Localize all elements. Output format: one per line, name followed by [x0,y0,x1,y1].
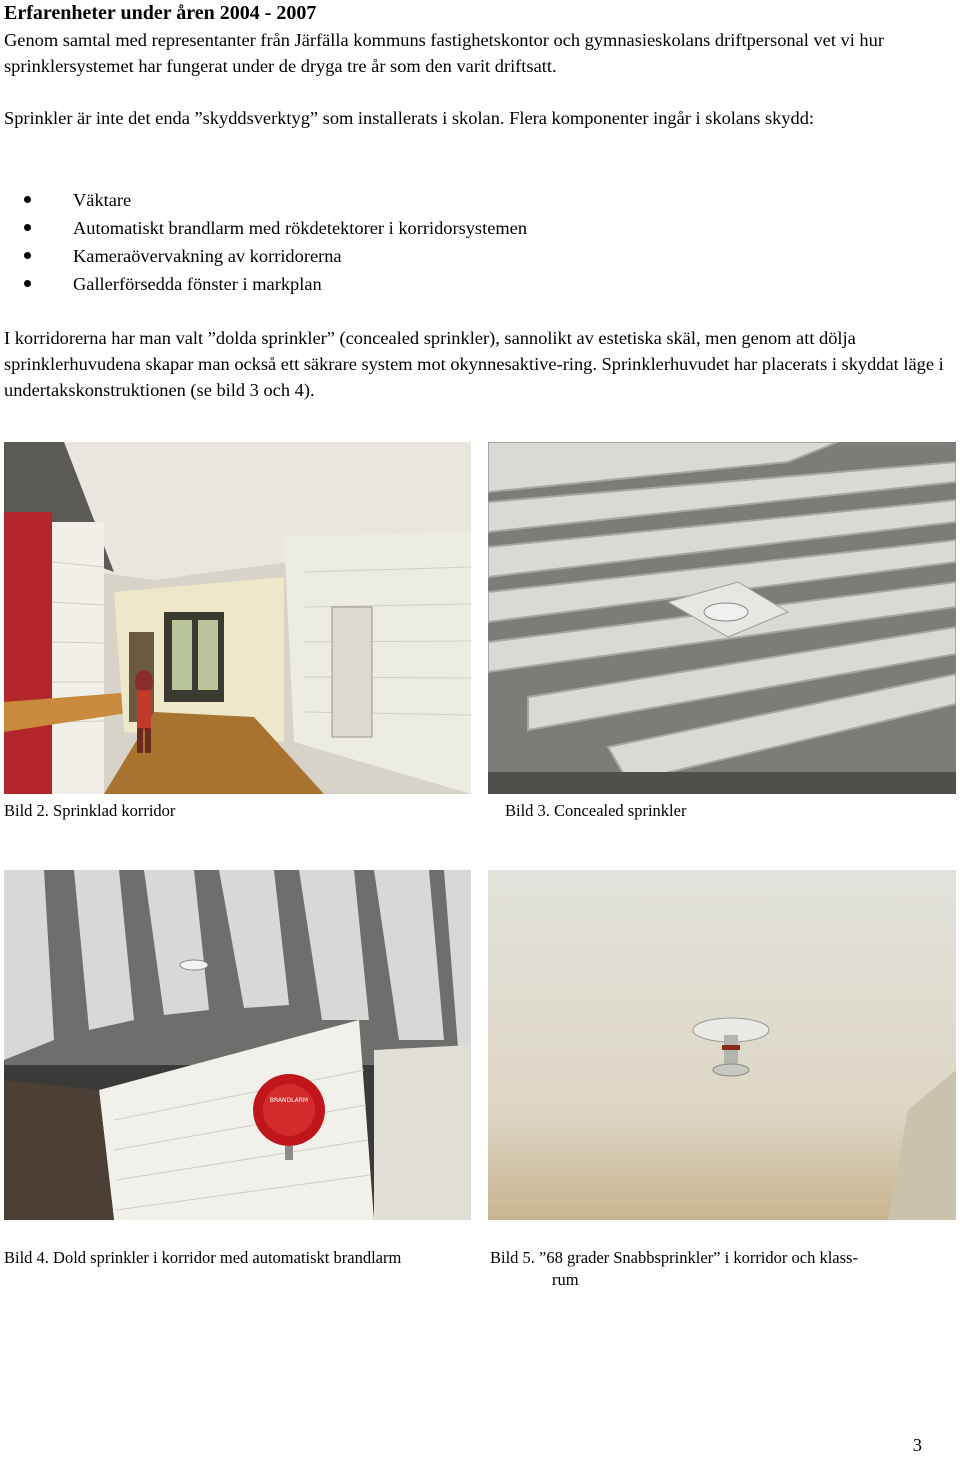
quick-sprinkler-photo [488,870,956,1220]
list-item: Väktare [0,186,527,214]
concealed-sprinkler-paragraph: I korridorerna har man valt ”dolda sprinkler” (concealed sprinkler), sannolikt av estetiska skäl, men genom att dölja sprinklerhuvudena skapar man också ett säkrare system mot okynnesaktive-ring. Sprinklerhuvudet har placerats i skyddat läge i undertakskonstruktionen (se bild 3 och 4). [4,328,944,400]
bullet-icon [24,224,31,231]
photo-caption: Bild 4. Dold sprinkler i korridor med automatiskt brandlarm [4,1248,402,1267]
photo-caption-continued: rum [552,1270,579,1289]
bullet-icon [24,196,31,203]
protection-list [0,186,527,298]
photo-caption: Bild 2. Sprinklad korridor [4,801,176,820]
intro-paragraph: Genom samtal med representanter från Järfälla kommuns fastighetskontor och gymnasieskolans driftpersonal vet vi hur sprinklersystemet har fungerat under de dryga tre år som den varit driftsatt. [4,30,884,76]
list-item: Gallerförsedda fönster i markplan [0,270,527,298]
concealed-sprinkler-photo [488,442,956,794]
alarm-label: BRANDLARM [269,1097,309,1104]
fire-alarm-photo [4,870,471,1220]
photo-caption: Bild 3. Concealed sprinkler [505,801,687,820]
list-item: Kameraövervakning av korridorerna [0,242,527,270]
section-heading: Erfarenheter under åren 2004 - 2007 [4,2,317,24]
components-paragraph: Sprinkler är inte det enda ”skyddsverktyg” som installerats i skolan. Flera komponenter ingår i skolans skydd: [4,108,815,128]
bullet-icon [24,280,31,287]
page-number: 3 [912,1435,922,1455]
list-item: Automatiskt brandlarm med rökdetektorer i korridorsystemen [0,214,527,242]
photo-caption: Bild 5. ”68 grader Snabbsprinkler” i korridor och klass- [490,1248,858,1267]
bullet-icon [24,252,31,259]
corridor-photo [4,442,471,794]
